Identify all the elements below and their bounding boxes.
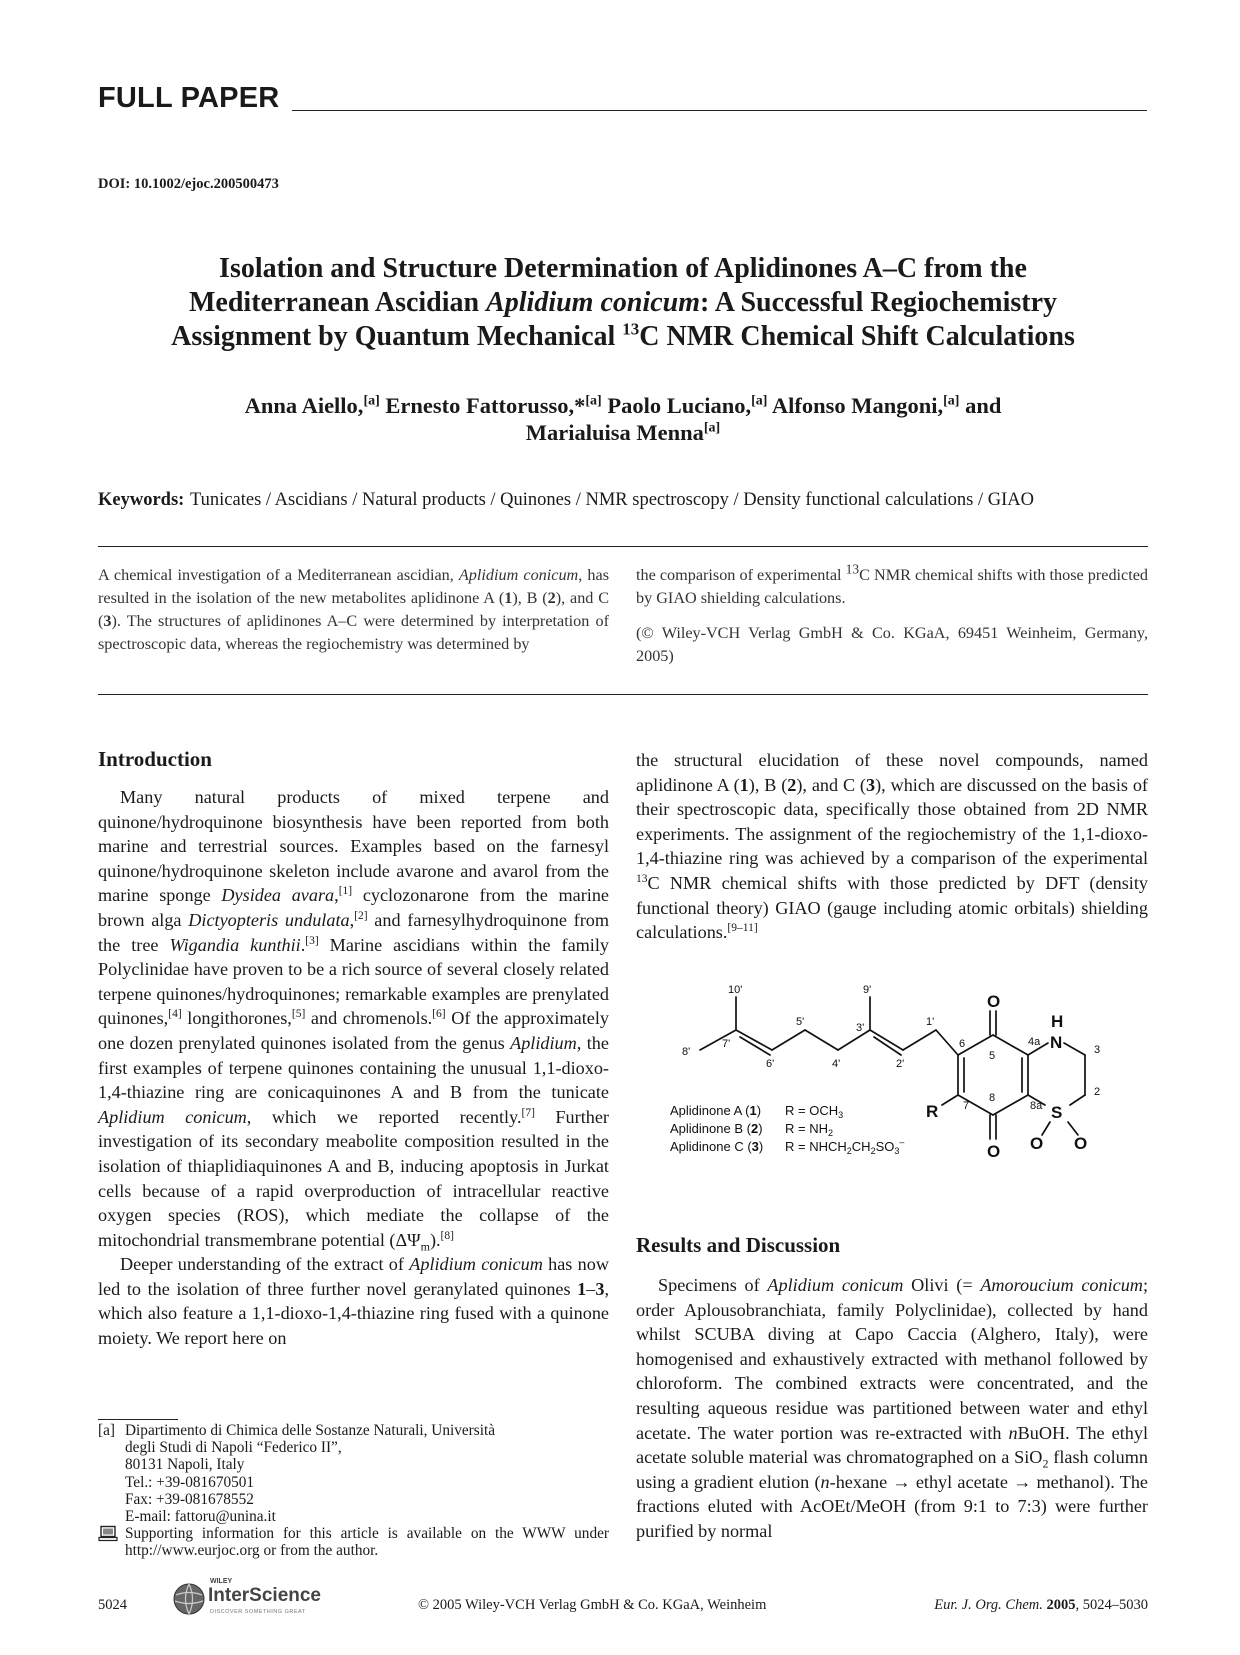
journal-pages: , 5024–5030 bbox=[1075, 1597, 1148, 1613]
r-text: R = NH bbox=[785, 1121, 828, 1136]
text-segment: Aplidium bbox=[510, 1032, 577, 1053]
text-segment: , which also feature a 1,1-dioxo-1,4-thiazine ring fused with a quinone moiety. We report here on bbox=[98, 1278, 609, 1349]
r-subscript: 3 bbox=[894, 1146, 900, 1156]
text-segment: ; order Aplousobranchiata, family Polyclinidae), collected by hand whilst SCUBA diving at Capo Caccia (Alghero, Italy), were homogenised and exhaustively extracted with methanol followed by chloroform. The combined extracts were concentrated, and the resulting aqueous residue was partitioned between water and ethyl acetate. The water portion was re-extracted with bbox=[636, 1275, 1148, 1443]
affiliation-footnote bbox=[98, 1422, 609, 1525]
header-rule bbox=[292, 110, 1147, 111]
title-line-2 bbox=[98, 286, 1148, 320]
reference-mark[interactable]: [2] bbox=[354, 909, 368, 922]
abstract-left bbox=[98, 564, 609, 656]
compound-r-group bbox=[785, 1121, 833, 1138]
author: Anna Aiello, bbox=[244, 393, 364, 418]
structure-figure bbox=[660, 985, 1140, 1175]
text-segment: BuOH. The ethyl acetate soluble material was chromatographed on a SiO bbox=[636, 1422, 1148, 1468]
text-segment: . bbox=[300, 934, 306, 955]
title-isotope: 13 bbox=[622, 319, 640, 339]
affiliation-mark[interactable]: [a] bbox=[585, 393, 602, 409]
section-label: FULL PAPER bbox=[98, 82, 280, 114]
text-segment: longithorones, bbox=[181, 1008, 292, 1029]
text-segment: Aplidium conicum bbox=[98, 1106, 247, 1127]
logo-tagline: DISCOVER SOMETHING GREAT bbox=[210, 1609, 306, 1615]
r-charge: – bbox=[899, 1137, 905, 1147]
text-segment: ), B ( bbox=[748, 774, 788, 795]
atom-label: 7' bbox=[722, 1038, 731, 1050]
author-line-1 bbox=[98, 392, 1148, 419]
intro-paragraph-3 bbox=[636, 748, 1148, 945]
footnote-rule bbox=[98, 1419, 178, 1420]
abstract-species: Aplidium conicum bbox=[458, 566, 579, 584]
compound-name: Aplidinone C ( bbox=[670, 1139, 752, 1154]
text-segment: Of the approximately one dozen prenylated quinones isolated from the genus bbox=[98, 1008, 609, 1053]
compound-paren: ) bbox=[758, 1121, 763, 1136]
text-segment: ). bbox=[429, 1229, 441, 1250]
title-species: Aplidium conicum bbox=[486, 287, 701, 318]
reference-mark[interactable]: [3] bbox=[305, 934, 319, 947]
text-segment: m bbox=[420, 1239, 430, 1254]
logo-top: WILEY bbox=[210, 1578, 233, 1585]
compound-number: 2 bbox=[750, 1121, 759, 1136]
abstract-text bbox=[98, 564, 609, 656]
text-segment: , bbox=[349, 909, 355, 930]
logo-main: InterScience bbox=[208, 1585, 321, 1606]
intro-continued bbox=[636, 748, 1148, 945]
author: Marialuisa Menna bbox=[525, 420, 704, 445]
abstract-copyright: (© Wiley-VCH Verlag GmbH & Co. KGaA, 69451 Weinheim, Germany, 2005) bbox=[636, 624, 1148, 665]
abstract-segment: ), and C ( bbox=[98, 589, 610, 630]
abstract-text bbox=[636, 561, 1149, 610]
r-subscript: 3 bbox=[838, 1110, 844, 1120]
atom-label: 2 bbox=[1094, 1086, 1101, 1098]
text-segment: the structural elucidation of these novel compounds, named aplidinone A ( bbox=[636, 750, 1148, 795]
footnote-line: 80131 Napoli, Italy bbox=[125, 1456, 245, 1474]
footnote-line: Dipartimento di Chimica delle Sostanze Naturali, Università bbox=[125, 1422, 496, 1439]
footnote-line: Tel.: +39-081670501 bbox=[125, 1473, 255, 1491]
text-segment: Many natural products of mixed terpene and quinone/hydroquinone biosynthesis have been reported from both marine and terrestrial sources. Examples based on the farnesyl quinone/hydroquinone skeleton include avarone and avarol from the marine sponge bbox=[98, 787, 609, 906]
abstract-segment: ). The structures of aplidinones A–C were determined by interpretation of spectroscopic data, whereas the regiochemistry was determined by bbox=[98, 612, 609, 653]
atom-label: 8a bbox=[1030, 1100, 1043, 1112]
page-number: 5024 bbox=[98, 1597, 127, 1613]
intro-paragraph-2 bbox=[98, 1252, 609, 1350]
abstract-segment: A chemical investigation of a Mediterranean ascidian, bbox=[98, 566, 459, 584]
text-segment: Marine ascidians within the family Polyclinidae have proven to be a rich source of several closely related terpene quinones/hydroquinones; remarkable examples are prenylated quinones, bbox=[98, 934, 609, 1029]
r-subscript: 2 bbox=[870, 1146, 876, 1156]
atom-label: 10' bbox=[728, 985, 743, 996]
journal-name: Eur. J. Org. Chem. bbox=[934, 1597, 1043, 1613]
keywords-list: Tunicates / Ascidians / Natural products / Quinones / NMR spectroscopy / Density functional calculations / GIAO bbox=[190, 490, 1035, 510]
intro-paragraph-1 bbox=[98, 785, 609, 1252]
compound-number: 2 bbox=[547, 589, 556, 607]
atom-label: 8 bbox=[989, 1092, 996, 1104]
compound-legend-row bbox=[670, 1103, 761, 1118]
compound-name: Aplidinone B ( bbox=[670, 1121, 751, 1136]
atom-label: 7 bbox=[963, 1100, 970, 1112]
atom-label: 6 bbox=[959, 1038, 966, 1050]
text-segment: 2 bbox=[1042, 1456, 1049, 1471]
title-text: : A Successful Regiochemistry bbox=[700, 287, 1057, 318]
atom-sulfur: S bbox=[1051, 1103, 1063, 1122]
r-text: R = NHCH bbox=[785, 1139, 847, 1154]
doi[interactable]: DOI: 10.1002/ejoc.200500473 bbox=[98, 176, 279, 192]
title-text: Assignment by Quantum Mechanical bbox=[171, 321, 623, 352]
text-segment: ), which are discussed on the basis of their spectroscopic data, specifically those obtained from 2D NMR experiments. The assignment of the regiochemistry of the 1,1-dioxo-1,4-thiazine ring was achieved by a comparison of the experimental bbox=[636, 774, 1148, 869]
isotope-sup: 13 bbox=[845, 561, 860, 577]
atom-oxygen: O bbox=[1074, 1134, 1088, 1153]
text-segment: C NMR chemical shifts with those predicted by DFT (density functional theory) GIAO (gauge including atomic orbitals) shielding calculations. bbox=[636, 872, 1148, 943]
text-segment: has now led to the isolation of three further novel geranylated quinones bbox=[98, 1254, 609, 1299]
abstract-segment: the comparison of experimental bbox=[636, 566, 846, 584]
reference-mark[interactable]: [8] bbox=[440, 1229, 454, 1242]
text-segment: – bbox=[586, 1278, 596, 1299]
reference-mark[interactable]: [5] bbox=[291, 1008, 306, 1021]
abstract-top-rule bbox=[98, 546, 1148, 547]
reference-mark[interactable]: [6] bbox=[432, 1008, 446, 1021]
text-segment: , the first examples of terpene quinones containing the unusual 1,1-dioxo-1,4-thiazine ring are conicaquinones A and B from the tunicate bbox=[98, 1032, 609, 1103]
atom-label: 6' bbox=[766, 1058, 775, 1070]
reference-mark[interactable]: [1] bbox=[338, 885, 353, 898]
substituent-r: R bbox=[926, 1102, 939, 1121]
intro-heading: Introduction bbox=[98, 747, 212, 771]
atom-label: 8' bbox=[682, 1046, 691, 1058]
text-segment: and farnesylhydroquinone from the tree bbox=[98, 909, 610, 955]
journal-citation bbox=[895, 1597, 1148, 1614]
footnote-line: degli Studi di Napoli “Federico II”, bbox=[125, 1439, 342, 1457]
title-text: C NMR Chemical Shift Calculations bbox=[639, 321, 1075, 352]
atom-oxygen: O bbox=[987, 1142, 1001, 1161]
computer-icon bbox=[98, 1525, 118, 1546]
interscience-logo[interactable] bbox=[172, 1578, 342, 1618]
compound-number: 1 bbox=[504, 589, 513, 607]
compound-number: 3 bbox=[751, 1139, 759, 1154]
results-body bbox=[636, 1273, 1148, 1544]
abstract-segment: C NMR chemical shifts with those predicted by GIAO shielding calculations. bbox=[636, 566, 1149, 607]
compound-r-group bbox=[785, 1137, 904, 1156]
reference-mark[interactable]: [7] bbox=[521, 1106, 535, 1119]
text-segment: , bbox=[334, 885, 339, 906]
title-line-1: Isolation and Structure Determination of Aplidinones A–C from the bbox=[219, 253, 1027, 284]
abstract-right bbox=[636, 561, 1149, 668]
atom-hydrogen: H bbox=[1051, 1012, 1064, 1031]
text-segment: 2 bbox=[787, 774, 797, 795]
intro-body bbox=[98, 785, 609, 1351]
text-segment: 1 bbox=[739, 774, 749, 795]
atom-label: 5' bbox=[796, 1016, 805, 1028]
supporting-info-footnote bbox=[98, 1525, 609, 1559]
journal-year: 2005 bbox=[1046, 1597, 1076, 1613]
text-segment: ), and C ( bbox=[796, 774, 866, 795]
reference-mark[interactable]: [9–11] bbox=[727, 922, 758, 935]
compound-paren: ) bbox=[758, 1139, 764, 1154]
text-segment: cyclozonarone from the marine brown alga bbox=[98, 885, 610, 930]
r-subscript: 2 bbox=[827, 1128, 833, 1138]
supporting-info-text[interactable]: Supporting information for this article is available on the WWW under http://www.eurjoc.org or from the author. bbox=[125, 1525, 609, 1560]
compound-legend-row bbox=[670, 1121, 763, 1136]
r-text: SO bbox=[875, 1139, 895, 1154]
text-segment: Deeper understanding of the extract of bbox=[120, 1254, 410, 1275]
results-paragraph-1 bbox=[636, 1273, 1148, 1544]
author-and: and bbox=[959, 393, 1002, 418]
atom-label: 2' bbox=[896, 1058, 905, 1070]
text-segment: Aplidium conicum bbox=[767, 1275, 904, 1295]
footnote-mark: [a] bbox=[98, 1422, 115, 1439]
compound-r-group bbox=[785, 1103, 843, 1120]
title-text: Mediterranean Ascidian bbox=[189, 287, 487, 318]
r-text: CH bbox=[851, 1139, 871, 1154]
compound-number: 1 bbox=[749, 1103, 757, 1118]
title-line-3 bbox=[98, 320, 1148, 354]
text-segment: Further investigation of its secondary meabolite composition resulted in the isolation of thiaplidiaquinones A and B, inducing apoptosis in Jurkat cells because of a rapid overproduction of intracellular reactive oxygen species (ROS), which mediate the collapse of the mitochondrial transmembrane potential (ΔΨ bbox=[98, 1106, 609, 1250]
aplidinone-structure bbox=[660, 985, 1140, 1170]
keywords-label: Keywords: bbox=[98, 490, 185, 510]
text-segment: -hexane → ethyl acetate → methanol). The fractions eluted with AcOEt/MeOH (from 9:1 to 7:3) were further purified by normal bbox=[636, 1471, 1148, 1541]
atom-label: 5 bbox=[989, 1050, 996, 1062]
atom-oxygen: O bbox=[987, 992, 1001, 1011]
footer-copyright: © 2005 Wiley-VCH Verlag GmbH & Co. KGaA, Weinheim bbox=[418, 1597, 767, 1613]
atom-label: 1' bbox=[926, 1016, 935, 1028]
author: Ernesto Fattorusso,* bbox=[379, 393, 586, 418]
author-line-2 bbox=[98, 419, 1148, 446]
affiliation-mark[interactable]: [a] bbox=[943, 393, 960, 409]
r-subscript: 2 bbox=[846, 1146, 852, 1156]
compound-paren: ) bbox=[756, 1103, 762, 1118]
atom-nitrogen: N bbox=[1050, 1033, 1063, 1052]
abstract-bottom-rule bbox=[98, 694, 1148, 695]
text-segment: 1 bbox=[577, 1278, 587, 1299]
keywords bbox=[98, 488, 1148, 512]
atom-label: 9' bbox=[863, 985, 872, 996]
text-segment: Specimens of bbox=[658, 1275, 768, 1295]
reference-mark[interactable]: [4] bbox=[168, 1008, 182, 1021]
globe-icon bbox=[172, 1582, 206, 1616]
text-segment: , which we reported recently. bbox=[246, 1106, 522, 1127]
compound-legend-row bbox=[670, 1139, 763, 1154]
atom-label: 4' bbox=[832, 1058, 841, 1070]
atom-label: 3' bbox=[856, 1022, 865, 1034]
text-segment: Dictyopteris undulata bbox=[188, 909, 350, 930]
text-segment: Aplidium conicum bbox=[409, 1254, 543, 1275]
atom-oxygen: O bbox=[1030, 1134, 1044, 1153]
author: Paolo Luciano, bbox=[601, 393, 752, 418]
footnotes bbox=[98, 1422, 609, 1560]
text-segment: 3 bbox=[595, 1278, 605, 1299]
text-segment: Dysidea avara bbox=[221, 885, 335, 906]
results-heading: Results and Discussion bbox=[636, 1233, 841, 1257]
compound-number: 3 bbox=[103, 612, 112, 630]
r-text: R = OCH bbox=[785, 1103, 839, 1118]
text-segment: n bbox=[1008, 1422, 1018, 1443]
affiliation-mark[interactable]: [a] bbox=[703, 420, 721, 436]
email-link[interactable]: E-mail: fattoru@unina.it bbox=[125, 1508, 276, 1526]
article-title bbox=[98, 252, 1148, 354]
reference-mark: 13 bbox=[636, 872, 648, 885]
author: Alfonso Mangoni, bbox=[767, 393, 944, 418]
footnote-line: Fax: +39-081678552 bbox=[125, 1490, 254, 1508]
atom-label: 4a bbox=[1028, 1036, 1041, 1048]
text-segment: flash column using a gradient elution ( bbox=[636, 1447, 1148, 1492]
text-segment: and chromenols. bbox=[305, 1008, 433, 1029]
text-segment: Wigandia kunthii bbox=[169, 934, 301, 955]
text-segment: 3 bbox=[866, 774, 876, 795]
affiliation-mark[interactable]: [a] bbox=[751, 393, 768, 409]
text-segment: n bbox=[820, 1471, 830, 1492]
atom-label: 3 bbox=[1094, 1044, 1101, 1056]
abstract-segment: ), B ( bbox=[512, 589, 548, 607]
affiliation-mark[interactable]: [a] bbox=[363, 393, 380, 409]
author-list bbox=[98, 392, 1148, 446]
abstract-segment: , has resulted in the isolation of the new metabolites aplidinone A ( bbox=[98, 566, 609, 607]
text-segment: Olivi (= bbox=[903, 1275, 981, 1295]
text-segment: Amoroucium conicum bbox=[980, 1275, 1143, 1295]
compound-name: Aplidinone A ( bbox=[670, 1103, 750, 1118]
